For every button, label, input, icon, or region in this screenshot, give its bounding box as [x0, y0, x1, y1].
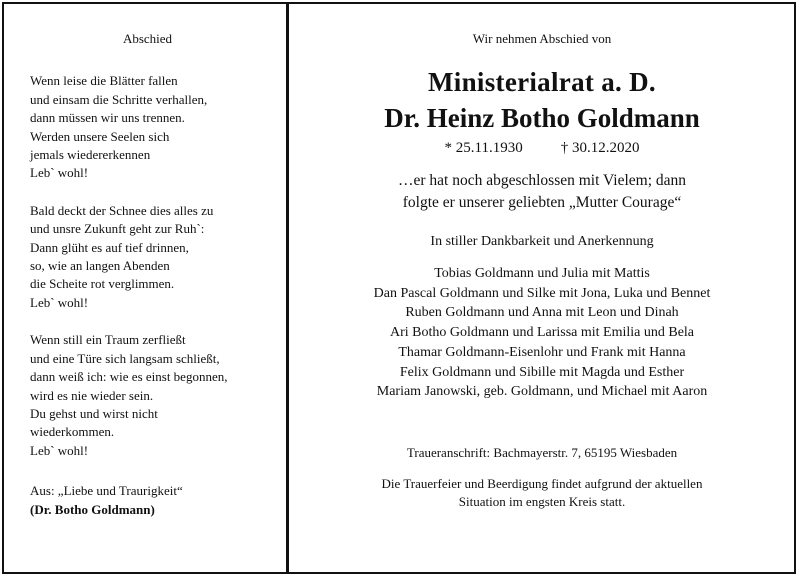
birth-date: * 25.11.1930: [444, 140, 523, 156]
poem-line: Wenn still ein Traum zerfließt: [30, 332, 186, 348]
family-member: Felix Goldmann und Sibille mit Magda und Esther: [399, 364, 685, 380]
family-member: Dan Pascal Goldmann und Silke mit Jona, Luka und Bennet: [373, 285, 711, 301]
family-list: [291, 264, 793, 402]
life-dates: [291, 138, 793, 158]
poem-line: und einsam die Schritte verhallen,: [30, 91, 208, 107]
poem-line: Wenn leise die Blätter fallen: [30, 73, 178, 89]
family-member: Tobias Goldmann und Julia mit Mattis: [434, 266, 650, 281]
family-member: Ari Botho Goldmann und Larissa mit Emilia und Bela: [389, 325, 695, 341]
poem-source: [30, 482, 280, 519]
poem-line: wird es nie wieder sein.: [30, 387, 154, 403]
poem-line: dann müssen wir uns trennen.: [30, 110, 185, 126]
poem-line: und eine Türe sich langsam schließt,: [30, 350, 220, 366]
ceremony-line: Die Trauerfeier und Beerdigung findet aufgrund der aktuellen: [381, 475, 703, 491]
poem-stanza-3: [30, 331, 280, 460]
ceremony-line: Situation im engsten Kreis statt.: [458, 493, 626, 509]
quote-line: folgte er unserer geliebten „Mutter Courage“: [402, 194, 682, 211]
poem-column: [30, 30, 280, 519]
poem-author: (Dr. Botho Goldmann): [30, 501, 155, 517]
poem-line: jemals wiedererkennen: [30, 147, 151, 163]
poem-line: Du gehst und wirst nicht: [30, 405, 158, 421]
intro-text: Wir nehmen Abschied von: [472, 31, 612, 46]
family-member: Ruben Goldmann und Anna mit Leon und Dinah: [405, 305, 679, 321]
poem-source-title: Aus: „Liebe und Traurigkeit“: [30, 483, 183, 499]
poem-stanza-1: [30, 72, 280, 182]
poem-title: Abschied: [122, 31, 173, 46]
obituary-column: [291, 30, 793, 511]
poem-line: Leb` wohl!: [30, 165, 89, 181]
poem-line: die Scheite rot verglimmen.: [30, 276, 175, 292]
poem-line: Leb` wohl!: [30, 442, 89, 458]
poem-line: Werden unsere Seelen sich: [30, 128, 170, 144]
memorial-quote: [291, 170, 793, 214]
family-member: Thamar Goldmann-Eisenlohr und Frank mit Hanna: [398, 344, 686, 360]
deceased-name: Dr. Heinz Botho Goldmann: [384, 103, 700, 133]
poem-line: so, wie an langen Abenden: [30, 258, 170, 274]
family-member: Mariam Janowski, geb. Goldmann, und Michael mit Aaron: [376, 384, 708, 400]
gratitude-line: In stiller Dankbarkeit und Anerkennung: [430, 234, 654, 249]
poem-stanza-2: [30, 202, 280, 312]
poem-line: Bald deckt der Schnee dies alles zu: [30, 202, 214, 218]
poem-line: und unsre Zukunft geht zur Ruh`:: [30, 221, 205, 237]
death-date: † 30.12.2020: [560, 140, 640, 156]
ceremony-note: [291, 475, 793, 511]
deceased-title: Ministerialrat a. D.: [428, 67, 656, 97]
poem-line: Leb` wohl!: [30, 294, 89, 310]
mourning-address: Traueranschrift: Bachmayerstr. 7, 65195 Wiesbaden: [406, 444, 678, 460]
quote-line: …er hat noch abgeschlossen mit Vielem; dann: [397, 172, 687, 189]
column-divider: [286, 2, 289, 574]
poem-line: dann weiß ich: wie es einst begonnen,: [30, 369, 228, 385]
poem-line: wiederkommen.: [30, 424, 115, 440]
poem-line: Dann glüht es auf tief drinnen,: [30, 239, 189, 255]
